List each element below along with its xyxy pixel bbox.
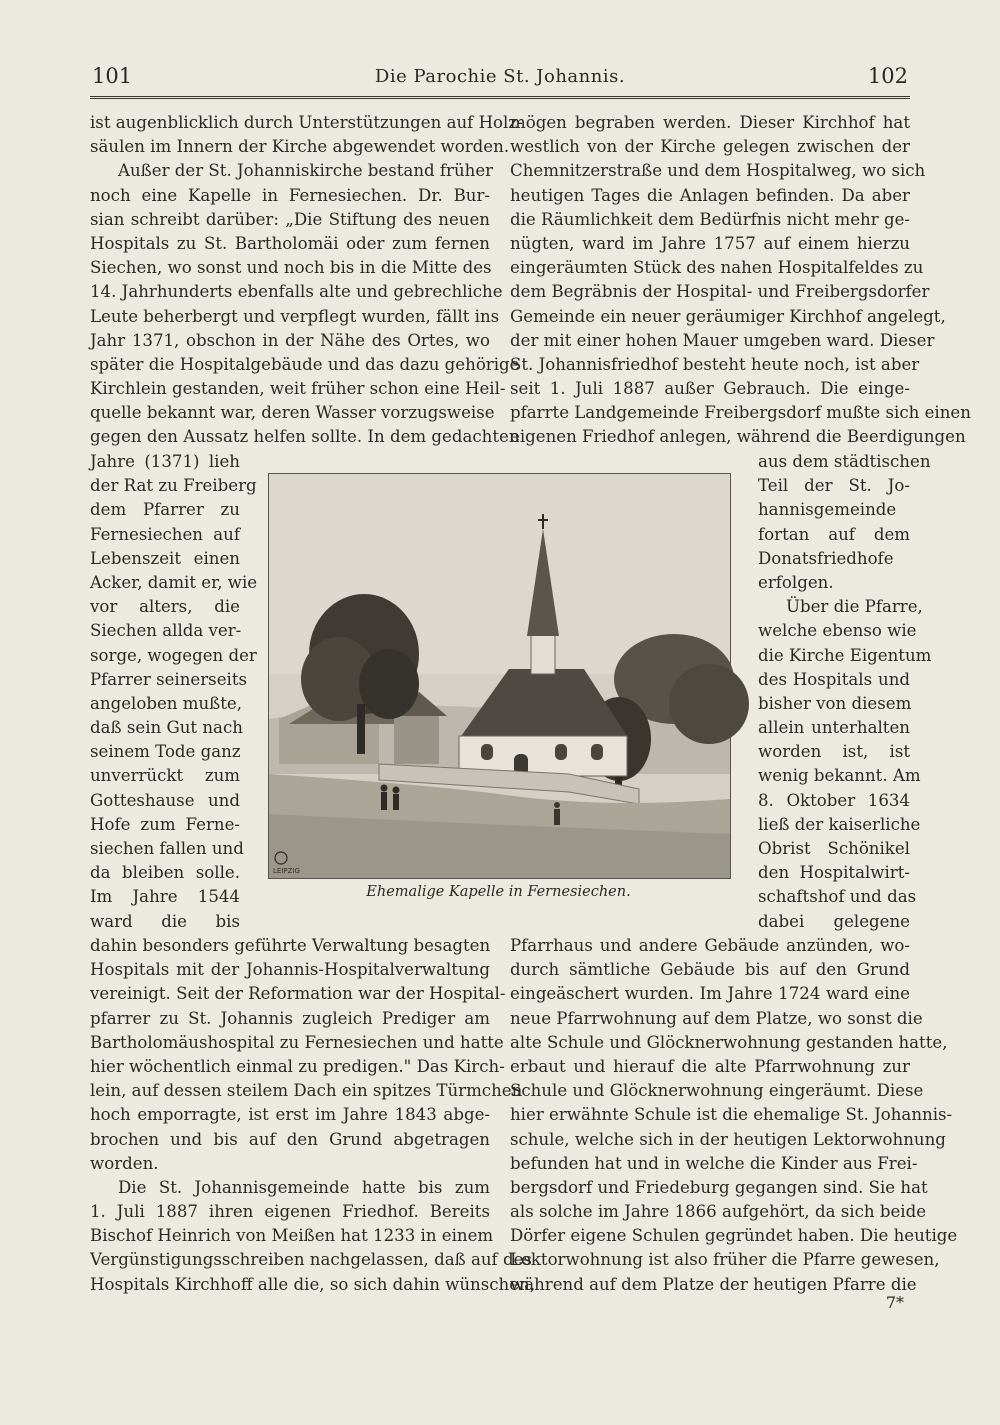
text-line: Jahre (1371) lieh (90, 452, 240, 471)
text-line: schule, welche sich in der heutigen Lektorwohnung (510, 1129, 946, 1149)
text-line: eingeräumten Stück des nahen Hospitalfeldes zu (510, 258, 924, 278)
text-line: durch sämtliche Gebäude bis auf den Grund (510, 960, 910, 980)
text-line: Dörfer eigene Schulen gegründet haben. Die heutige (510, 1226, 958, 1246)
text-line: der mit einer hohen Mauer umgeben ward. Dieser (510, 330, 935, 350)
text-line: Hospitals Kirchhoff alle die, so sich dahin wünschen, (90, 1274, 536, 1294)
text-line: lein, auf dessen steilem Dach ein spitzes Türmchen (90, 1081, 523, 1101)
text-line: Gemeinde ein neuer geräumiger Kirchhof angelegt, (510, 306, 946, 326)
text-line: befunden hat und in welche die Kinder aus Frei- (510, 1153, 918, 1173)
text-line: pfarrte Landgemeinde Freibergsdorf mußte sich einen (510, 403, 971, 423)
right-column-narrow (758, 450, 932, 934)
text-line: den Hospitalwirt- (758, 863, 910, 883)
text-line: schaftshof und das (758, 887, 917, 907)
text-line: westlich von der Kirche gelegen zwischen der (510, 137, 910, 157)
text-line: unverrückt zum (90, 766, 240, 786)
chapel-illustration (269, 474, 730, 878)
text-line: bergsdorf und Friedeburg gegangen sind. Sie hat (510, 1177, 928, 1197)
text-line: St. Johannisfriedhof besteht heute noch, ist aber (510, 354, 920, 374)
text-line: worden ist, ist (758, 742, 910, 762)
text-line: seinem Tode ganz (90, 742, 241, 762)
text-line: Teil der St. Jo- (758, 476, 910, 496)
text-line: erfolgen. (758, 572, 834, 592)
chapel-engraving (268, 473, 731, 879)
text-line: dahin besonders geführte Verwaltung besagten (90, 936, 491, 955)
text-line: Schule und Glöcknerwohnung eingeräumt. Diese (510, 1081, 924, 1101)
text-line: die Kirche Eigentum (758, 645, 932, 665)
text-line: die Räumlichkeit dem Bedürfnis nicht mehr ge- (510, 209, 910, 229)
text-line: welche ebenso wie (758, 621, 917, 641)
text-line: säulen im Innern der Kirche abgewendet worden. (90, 137, 510, 157)
text-line: eingeäschert wurden. Im Jahre 1724 ward eine (510, 984, 910, 1004)
right-column-top (510, 111, 971, 450)
text-line: vor alters, die (90, 597, 240, 617)
text-line: quelle bekannt war, deren Wasser vorzugsweise (90, 403, 495, 423)
text-line: während auf dem Platze der heutigen Pfarre die (510, 1274, 917, 1294)
text-line: seit 1. Juli 1887 außer Gebrauch. Die einge- (510, 379, 910, 399)
text-line: Außer der St. Johanniskirche bestand früher (118, 161, 494, 181)
text-line: hannisgemeinde (758, 500, 897, 520)
text-line: Pfarrhaus und andere Gebäude anzünden, wo- (510, 936, 910, 955)
text-line: Bartholomäushospital zu Fernesiechen und hatte (90, 1032, 504, 1052)
text-line: bisher von diesem (758, 693, 912, 713)
text-line: Fernesiechen auf (90, 524, 240, 544)
text-line: Acker, damit er, wie (90, 572, 258, 592)
text-line: dabei gelegene (758, 911, 910, 931)
text-line: Hofe zum Ferne- (90, 814, 240, 834)
engraver-mark: LEIPZIG (273, 867, 300, 875)
right-column-bottom (510, 934, 958, 1297)
text-line: gegen den Aussatz helfen sollte. In dem gedachten (90, 427, 520, 447)
text-line: später die Hospitalgebäude und das dazu gehörige (90, 354, 520, 374)
text-line: vereinigt. Seit der Reformation war der Hospital- (90, 984, 506, 1004)
figure-caption: Ehemalige Kapelle in Fernesiechen. (366, 884, 631, 900)
text-line: angeloben mußte, (90, 693, 242, 713)
text-line: Gotteshause und (90, 790, 240, 810)
text-line: da bleiben solle. (90, 863, 240, 883)
text-line: dem Begräbnis der Hospital- und Freibergsdorfer (510, 282, 930, 302)
text-line: Siechen, wo sonst und noch bis in die Mitte des (90, 258, 492, 278)
text-line: allein unterhalten (758, 718, 910, 738)
text-line: des Hospitals und (758, 669, 910, 689)
text-line: Hospitals zu St. Bartholomäi oder zum fernen (90, 233, 490, 253)
header-rule (90, 96, 910, 99)
text-line: Jahr 1371, obschon in der Nähe des Ortes, wo (90, 330, 490, 350)
page-header (90, 60, 910, 94)
text-line: Im Jahre 1544 (90, 887, 240, 907)
text-line: hier wöchentlich einmal zu predigen." Das Kirch- (90, 1056, 505, 1076)
text-line: Chemnitzerstraße und dem Hospitalweg, wo sich (510, 161, 926, 181)
left-column-narrow (90, 450, 258, 934)
text-line: eigenen Friedhof anlegen, während die Beerdigungen (510, 427, 966, 447)
text-line: Die St. Johannisgemeinde hatte bis zum (118, 1177, 490, 1197)
text-line: Lebenszeit einen (90, 548, 240, 568)
signature-mark: 7* (885, 1293, 904, 1312)
text-line: ließ der kaiserliche (758, 814, 921, 834)
text-line: Donatsfriedhofe (758, 548, 894, 568)
text-line: brochen und bis auf den Grund abgetragen (90, 1129, 490, 1149)
text-line: hoch emporragte, ist erst im Jahre 1843 abge- (90, 1105, 490, 1125)
text-line: wenig bekannt. Am (758, 766, 921, 786)
text-line: der Rat zu Freiberg (90, 476, 257, 496)
text-line: worden. (90, 1153, 159, 1173)
text-line: dem Pfarrer zu (90, 500, 240, 520)
text-line: Bischof Heinrich von Meißen hat 1233 in einem (90, 1226, 494, 1246)
text-line: heutigen Tages die Anlagen befinden. Da aber (510, 185, 910, 205)
text-line: sian schreibt darüber: „Die Stiftung des neuen (90, 209, 490, 229)
text-line: alte Schule und Glöcknerwohnung gestanden hatte, (510, 1032, 948, 1052)
text-line: pfarrer zu St. Johannis zugleich Prediger am (90, 1008, 490, 1028)
page-number-left: 101 (92, 64, 133, 88)
text-line: sorge, wogegen der (90, 645, 257, 665)
text-line: Lektorwohnung ist also früher die Pfarre gewesen, (510, 1250, 940, 1270)
text-line: Vergünstigungsschreiben nachgelassen, daß auf des (90, 1250, 532, 1270)
running-title: Die Parochie St. Johannis. (374, 66, 626, 87)
text-line: noch eine Kapelle in Fernesiechen. Dr. Bur- (90, 185, 490, 205)
left-column-bottom (90, 934, 536, 1297)
text-line: hier erwähnte Schule ist die ehemalige St. Johannis- (510, 1105, 953, 1125)
text-line: Pfarrer seinerseits (90, 669, 248, 689)
text-line: Kirchlein gestanden, weit früher schon eine Heil- (90, 379, 506, 399)
text-line: fortan auf dem (758, 524, 910, 544)
text-line: 14. Jahrhunderts ebenfalls alte und gebrechliche (90, 282, 503, 302)
text-line: mögen begraben werden. Dieser Kirchhof hat (510, 113, 910, 132)
text-line: aus dem städtischen (758, 452, 931, 471)
text-line: Obrist Schönikel (758, 839, 910, 858)
text-line: ist augenblicklich durch Unterstützungen auf Holz- (90, 113, 523, 132)
text-line: 8. Oktober 1634 (758, 790, 910, 810)
text-line: ward die bis (90, 911, 240, 931)
text-line: neue Pfarrwohnung auf dem Platze, wo sonst die (510, 1008, 923, 1028)
page-number-right: 102 (867, 64, 908, 88)
text-line: siechen fallen und (90, 839, 244, 858)
text-line: Hospitals mit der Johannis-Hospitalverwaltung (90, 960, 490, 980)
text-line: 1. Juli 1887 ihren eigenen Friedhof. Bereits (90, 1202, 490, 1222)
text-line: Über die Pfarre, (786, 597, 923, 617)
text-line: nügten, ward im Jahre 1757 auf einem hierzu (510, 233, 910, 253)
text-line: daß sein Gut nach (90, 718, 243, 738)
left-column-top (90, 111, 523, 450)
text-line: Siechen allda ver- (90, 621, 242, 641)
text-line: erbaut und hierauf die alte Pfarrwohnung zur (510, 1056, 910, 1076)
text-line: Leute beherbergt und verpflegt wurden, fällt ins (90, 306, 500, 326)
text-line: als solche im Jahre 1866 aufgehört, da sich beide (510, 1202, 927, 1222)
